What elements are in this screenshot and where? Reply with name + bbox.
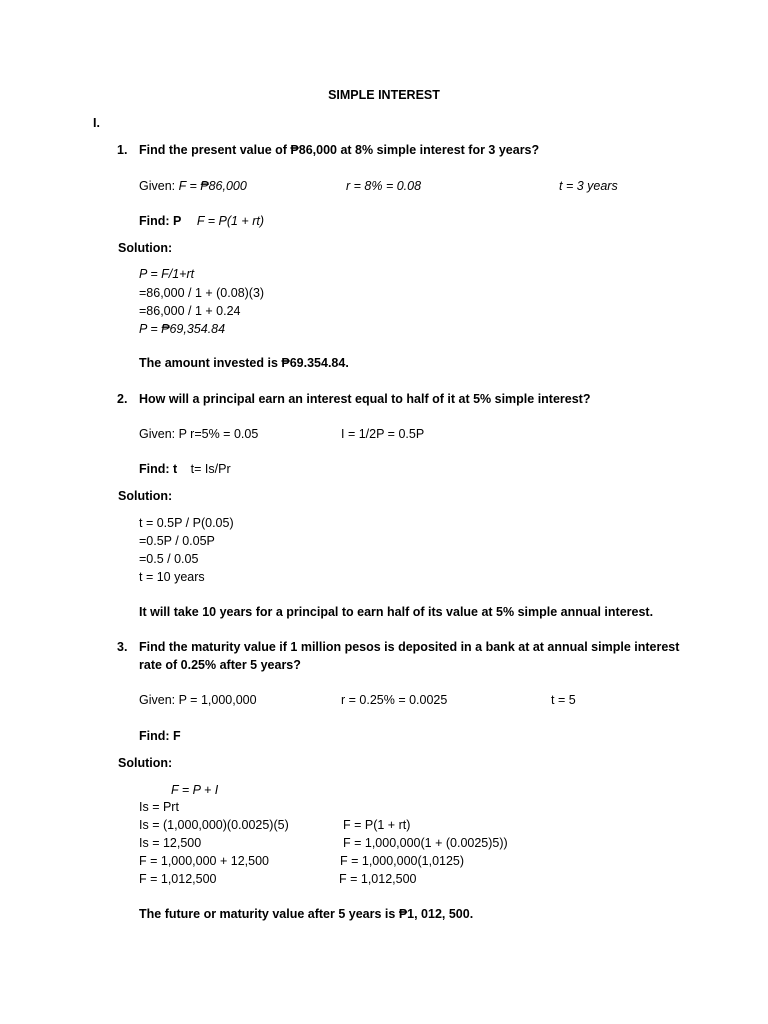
q2-find-label: Find: t <box>139 462 178 476</box>
q1-step: P = F/1+rt <box>139 267 195 281</box>
q3-right-step: F = 1,000,000(1,0125) <box>340 854 465 868</box>
q2-step: =0.5P / 0.05P <box>139 534 215 548</box>
q1-step: =86,000 / 1 + 0.24 <box>139 304 241 318</box>
q3-question-line2: rate of 0.25% after 5 years? <box>139 658 301 672</box>
q2-step: t = 0.5P / P(0.05) <box>139 516 234 530</box>
q1-given: Given: F = ₱86,000 <box>139 179 247 193</box>
q2-find <box>139 462 231 476</box>
q2-step: t = 10 years <box>139 570 205 584</box>
q1-find-formula: F = P(1 + rt) <box>196 214 264 228</box>
q2-given-i: I = 1/2P = 0.5P <box>341 427 425 441</box>
q3-right-step: F = 1,000,000(1 + (0.0025)5)) <box>343 836 508 850</box>
q3-left-step: Is = 12,500 <box>139 836 202 850</box>
q1-answer: The amount invested is ₱69.354.84. <box>139 356 349 370</box>
q1-number: 1. <box>117 143 128 157</box>
q3-find: Find: F <box>139 729 181 743</box>
q3-right-step: F = P(1 + rt) <box>343 818 411 832</box>
q3-left-step: Is = Prt <box>139 800 179 814</box>
q3-given-p: Given: P = 1,000,000 <box>139 693 257 707</box>
q2-number: 2. <box>117 392 128 406</box>
q3-left-step: F = 1,012,500 <box>139 872 217 886</box>
section-number: I. <box>93 116 100 130</box>
q1-solution-label: Solution: <box>118 241 173 255</box>
q3-right-step: F = 1,012,500 <box>339 872 417 886</box>
q1-find-label: Find: P <box>139 214 182 228</box>
q3-left-step: Is = (1,000,000)(0.0025)(5) <box>139 818 289 832</box>
q3-question-line1: Find the maturity value if 1 million pesos is deposited in a bank at at annual simple interest <box>139 640 680 654</box>
q2-step: =0.5 / 0.05 <box>139 552 199 566</box>
q1-step: =86,000 / 1 + (0.08)(3) <box>139 286 265 300</box>
q2-question: How will a principal earn an interest equal to half of it at 5% simple interest? <box>139 392 591 406</box>
q2-given: Given: P r=5% = 0.05 <box>139 427 259 441</box>
q3-solution-label: Solution: <box>118 756 173 770</box>
q1-step: P = ₱69,354.84 <box>139 322 226 336</box>
page-title: SIMPLE INTEREST <box>328 88 440 102</box>
q1-question: Find the present value of ₱86,000 at 8% simple interest for 3 years? <box>139 143 540 157</box>
q2-solution-label: Solution: <box>118 489 173 503</box>
q1-given-t: t = 3 years <box>559 179 618 193</box>
q1-given-f: F = ₱86,000 <box>178 179 247 193</box>
q2-find-formula: t= Is/Pr <box>190 462 231 476</box>
q3-left-step: F = 1,000,000 + 12,500 <box>139 854 269 868</box>
q2-answer: It will take 10 years for a principal to earn half of its value at 5% simple annual interest. <box>139 605 654 619</box>
q3-given-r: r = 0.25% = 0.0025 <box>341 693 448 707</box>
q3-number: 3. <box>117 640 128 654</box>
q1-given-r: r = 8% = 0.08 <box>346 179 422 193</box>
q3-answer: The future or maturity value after 5 years is ₱1, 012, 500. <box>139 907 474 921</box>
q1-find <box>139 214 264 228</box>
q3-formula: F = P + I <box>171 783 219 797</box>
q3-given-t: t = 5 <box>551 693 576 707</box>
